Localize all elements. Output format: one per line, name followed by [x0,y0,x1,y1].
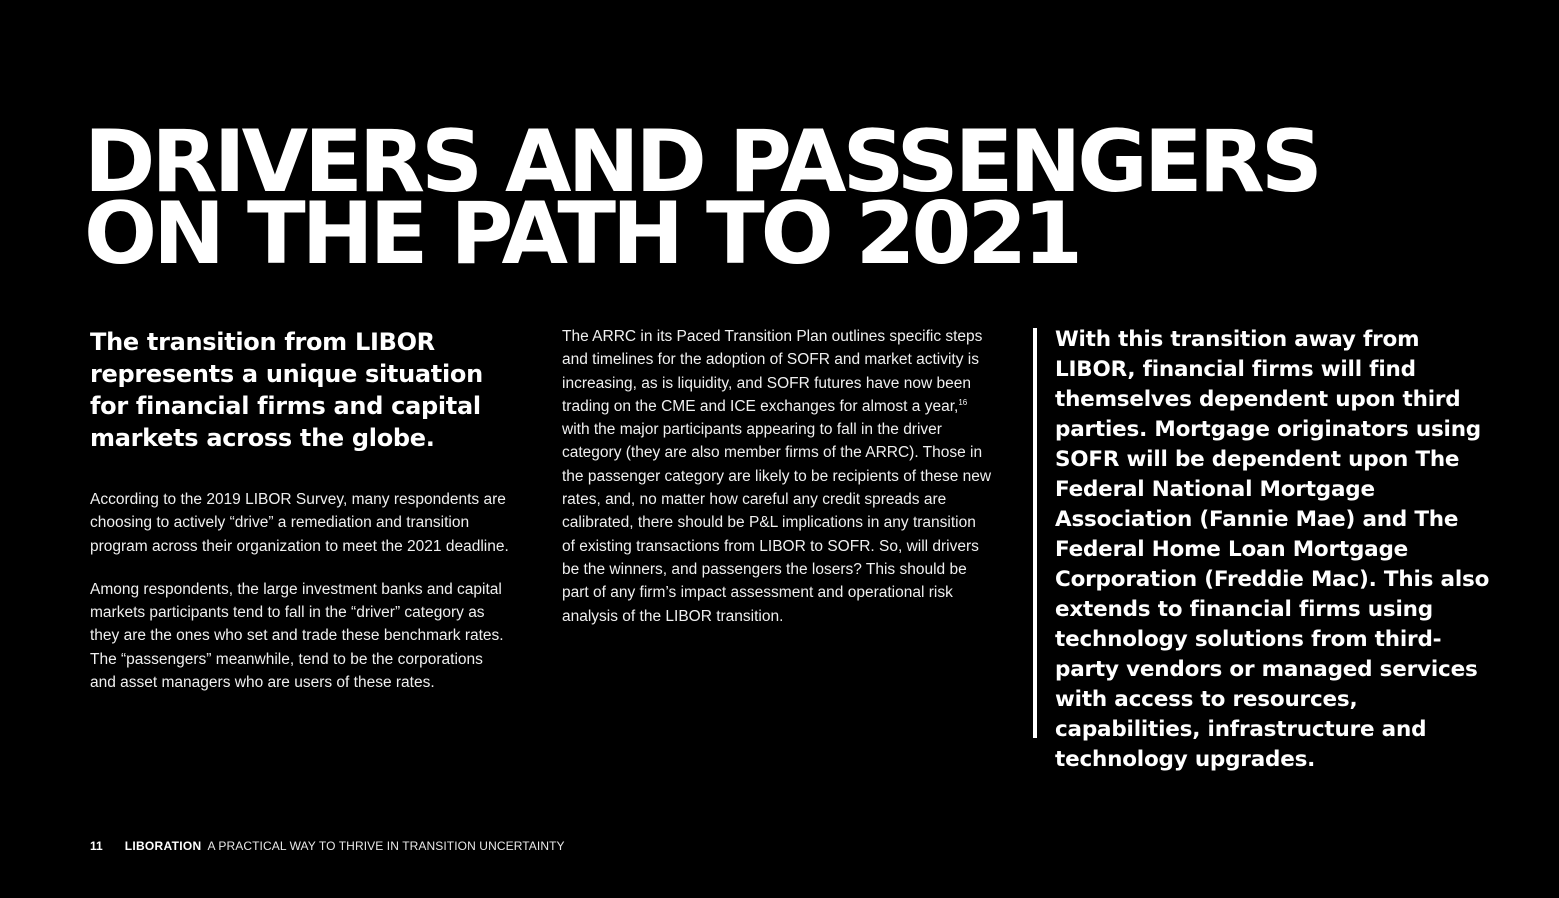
middle-column [562,325,992,628]
page-title-line-1: DRIVERS AND PASSENGERS [84,112,1319,212]
footnote-reference[interactable]: 16 [958,397,968,407]
page-title [84,112,1319,284]
left-column [90,326,510,714]
lead-paragraph: The transition from LIBOR represents a unique situation for financial firms and capital markets across the globe. [90,328,483,452]
pull-quote: With this transition away from LIBOR, financial firms will find themselves dependent upon third parties. Mortgage originators using SOFR will be dependent upon The Federal National Mortgage Association (Fannie Mae) and The Federal Home Loan Mortgage Corporation (Freddie Mac). This also extends to financial firms using technology solutions from third-party vendors or managed services with access to resources, capabilities, infrastructure and technology upgrades. [1055,327,1490,772]
arrc-paragraph [562,325,992,628]
page-title-line-2: ON THE PATH TO 2021 [84,184,1080,284]
publication-tagline: A PRACTICAL WAY TO THRIVE IN TRANSITION UNCERTAINTY [207,839,565,853]
page-footer [90,838,565,854]
arrc-paragraph-part-1: The ARRC in its Paced Transition Plan outlines specific steps and timelines for the adoption of SOFR and market activity is increasing, as is liquidity, and SOFR futures have now been trading on the CME and ICE exchanges for almost a year, [562,328,983,415]
respondents-paragraph: Among respondents, the large investment banks and capital markets participants tend to fall in the “driver” category as they are the ones who set and trade these benchmark rates. The “passengers” meanwhile, tend to be the corporations and asset managers who are users of these rates. [90,580,504,692]
arrc-paragraph-part-2: with the major participants appearing to fall in the driver category (they are also member firms of the ARRC). Those in the passenger category are likely to be recipients of these new rates, and, no matter how careful any credit spreads are calibrated, there should be P&L implications in any transition of existing transactions from LIBOR to SOFR. So, will drivers be the winners, and passengers the losers? This should be part of any firm’s impact assessment and operational risk analysis of the LIBOR transition. [562,421,992,625]
publication-brand: LIBORATION [124,839,202,853]
pull-quote-rule [1033,328,1037,738]
page-number: 11 [90,839,103,853]
survey-paragraph: According to the 2019 LIBOR Survey, many respondents are choosing to actively “drive” a remediation and transition program across their organization to meet the 2021 deadline. [90,491,509,555]
